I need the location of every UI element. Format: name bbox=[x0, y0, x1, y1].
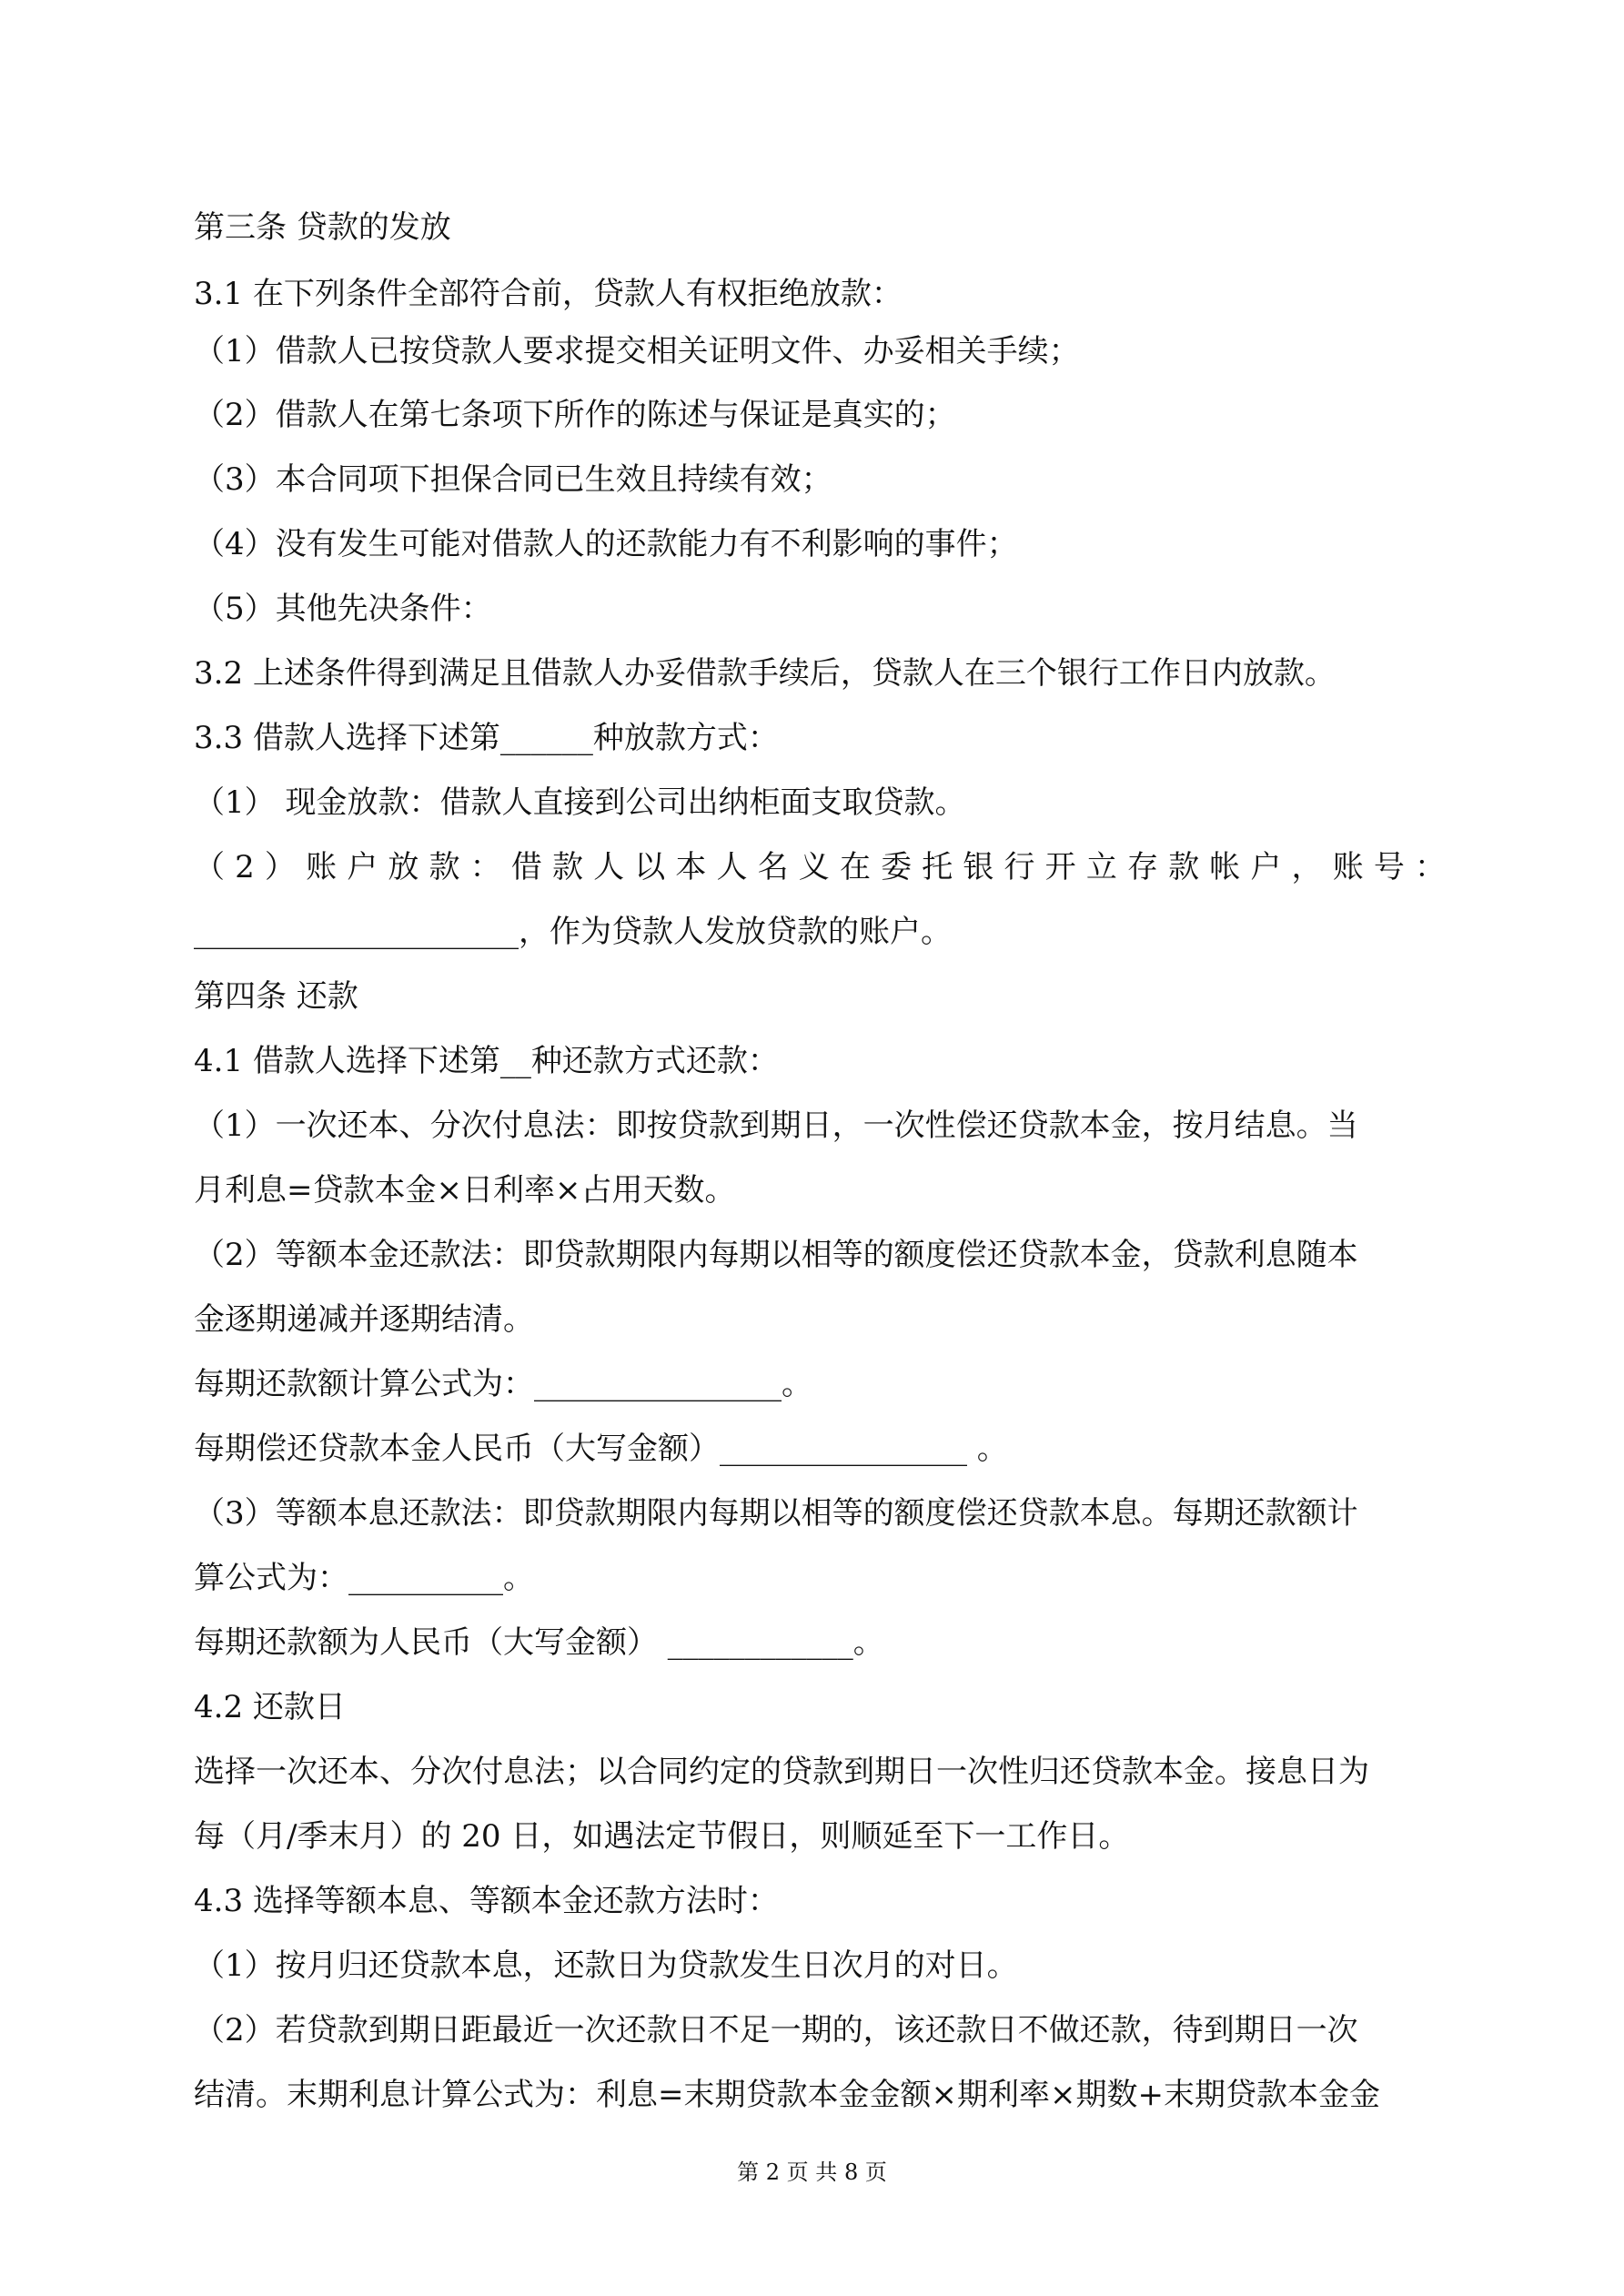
paragraph-line: （3）等额本息还款法：即贷款期限内每期以相等的额度偿还贷款本息。每期还款额计 bbox=[194, 1495, 1358, 1532]
paragraph-line: 4.1 借款人选择下述第__种还款方式还款： bbox=[194, 1043, 779, 1079]
paragraph-line: （2）账户放款：借款人以本人名义在委托银行开立存款帐户，账号： bbox=[194, 849, 1446, 885]
paragraph-line: 4.2 还款日 bbox=[194, 1689, 346, 1725]
paragraph-line: （1） 现金放款：借款人直接到公司出纳柜面支取贷款。 bbox=[194, 784, 966, 821]
paragraph-line: （1）按月归还贷款本息，还款日为贷款发生日次月的对日。 bbox=[194, 1947, 1018, 1984]
paragraph-line: 月利息=贷款本金×日利率×占用天数。 bbox=[194, 1172, 736, 1209]
paragraph-line: （4）没有发生可能对借款人的还款能力有不利影响的事件； bbox=[194, 526, 1018, 562]
paragraph-line: 每期还款额计算公式为：________________。 bbox=[194, 1366, 812, 1402]
page-number-footer: 第 2 页 共 8 页 bbox=[737, 2159, 887, 2185]
paragraph-line: 每期还款额为人民币（大写金额） ____________。 bbox=[194, 1624, 884, 1661]
paragraph-line: 算公式为：__________。 bbox=[194, 1560, 534, 1596]
paragraph-line: 结清。末期利息计算公式为：利息=末期贷款本金金额×期利率×期数+末期贷款本金金 bbox=[194, 2077, 1380, 2113]
paragraph-line: （2）借款人在第七条项下所作的陈述与保证是真实的； bbox=[194, 397, 956, 433]
paragraph-line: 每（月/季末月）的 20 日，如遇法定节假日，则顺延至下一工作日。 bbox=[194, 1818, 1130, 1855]
paragraph-line: （2）等额本金还款法：即贷款期限内每期以相等的额度偿还贷款本金，贷款利息随本 bbox=[194, 1237, 1358, 1273]
section-heading: 第三条 贷款的发放 bbox=[194, 209, 451, 246]
paragraph-line: 3.2 上述条件得到满足且借款人办妥借款手续后，贷款人在三个银行工作日内放款。 bbox=[194, 655, 1336, 692]
paragraph-line: 3.3 借款人选择下述第______种放款方式： bbox=[194, 720, 779, 756]
paragraph-line: 3.1 在下列条件全部符合前，贷款人有权拒绝放款： bbox=[194, 276, 903, 312]
paragraph-line: （3）本合同项下担保合同已生效且持续有效； bbox=[194, 461, 832, 498]
paragraph-line: 4.3 选择等额本息、等额本金还款方法时： bbox=[194, 1883, 779, 1919]
paragraph-line: （1）借款人已按贷款人要求提交相关证明文件、办妥相关手续； bbox=[194, 333, 1080, 369]
paragraph-line: （5）其他先决条件： bbox=[194, 591, 492, 627]
section-heading: 第四条 还款 bbox=[194, 978, 358, 1015]
paragraph-line: （2）若贷款到期日距最近一次还款日不足一期的，该还款日不做还款，待到期日一次 bbox=[194, 2012, 1358, 2048]
paragraph-line: _____________________，作为贷款人发放贷款的账户。 bbox=[194, 914, 952, 950]
paragraph-line: 每期偿还贷款本金人民币（大写金额）________________ 。 bbox=[194, 1431, 1008, 1467]
paragraph-line: （1）一次还本、分次付息法：即按贷款到期日，一次性偿还贷款本金，按月结息。当 bbox=[194, 1108, 1358, 1144]
paragraph-line: 选择一次还本、分次付息法；以合同约定的贷款到期日一次性归还贷款本金。接息日为 bbox=[194, 1754, 1369, 1790]
paragraph-line: 金逐期递减并逐期结清。 bbox=[194, 1301, 534, 1338]
